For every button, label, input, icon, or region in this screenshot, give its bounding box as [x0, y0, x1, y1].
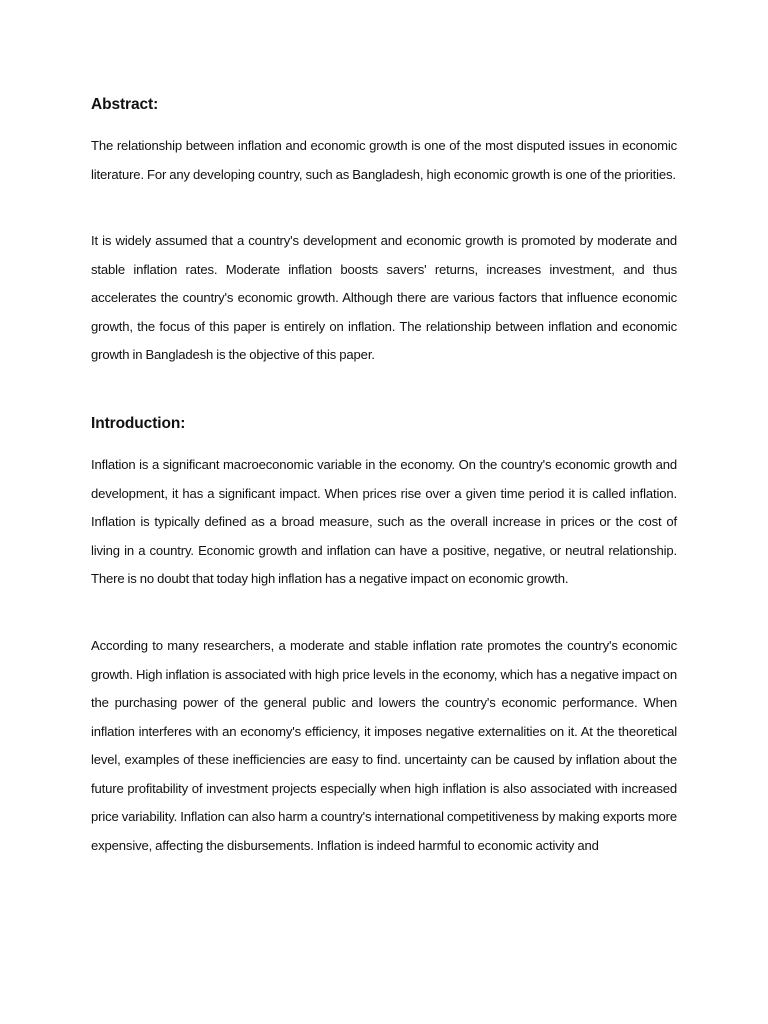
abstract-paragraph-1: The relationship between inflation and economic growth is one of the most disputed issues in economic literature. For any developing country, such as Bangladesh, high economic growth is one of the priorities.: [91, 138, 677, 182]
introduction-paragraph-2: According to many researchers, a moderate and stable inflation rate promotes the country's economic growth. High inflation is associated with high price levels in the economy, which has a negative impact on the purchasing power of the general public and lowers the country's economic performance. When inflation interferes with an economy's efficiency, it imposes negative externalities on it. At the theoretical level, examples of these inefficiencies are easy to find. uncertainty can be caused by inflation about the future profitability of investment projects especially when high inflation is also associated with increased price variability. Inflation can also harm a country's international competitiveness by making exports more expensive, affecting the disbursements. Inflation is indeed harmful to economic activity and: [91, 638, 677, 853]
introduction-paragraph-1: Inflation is a significant macroeconomic variable in the economy. On the country's economic growth and development, it has a significant impact. When prices rise over a given time period it is called inflation. Inflation is typically defined as a broad measure, such as the overall increase in prices or the cost of living in a country. Economic growth and inflation can have a positive, negative, or neutral relationship. There is no doubt that today high inflation has a negative impact on economic growth.: [91, 457, 677, 586]
introduction-heading: Introduction:: [91, 415, 186, 432]
abstract-paragraph-2: It is widely assumed that a country's development and economic growth is promoted by moderate and stable inflation rates. Moderate inflation boosts savers' returns, increases investment, and thus accelerates the country's economic growth. Although there are various factors that influence economic growth, the focus of this paper is entirely on inflation. The relationship between inflation and economic growth in Bangladesh is the objective of this paper.: [91, 233, 677, 362]
abstract-heading: Abstract:: [91, 96, 159, 113]
